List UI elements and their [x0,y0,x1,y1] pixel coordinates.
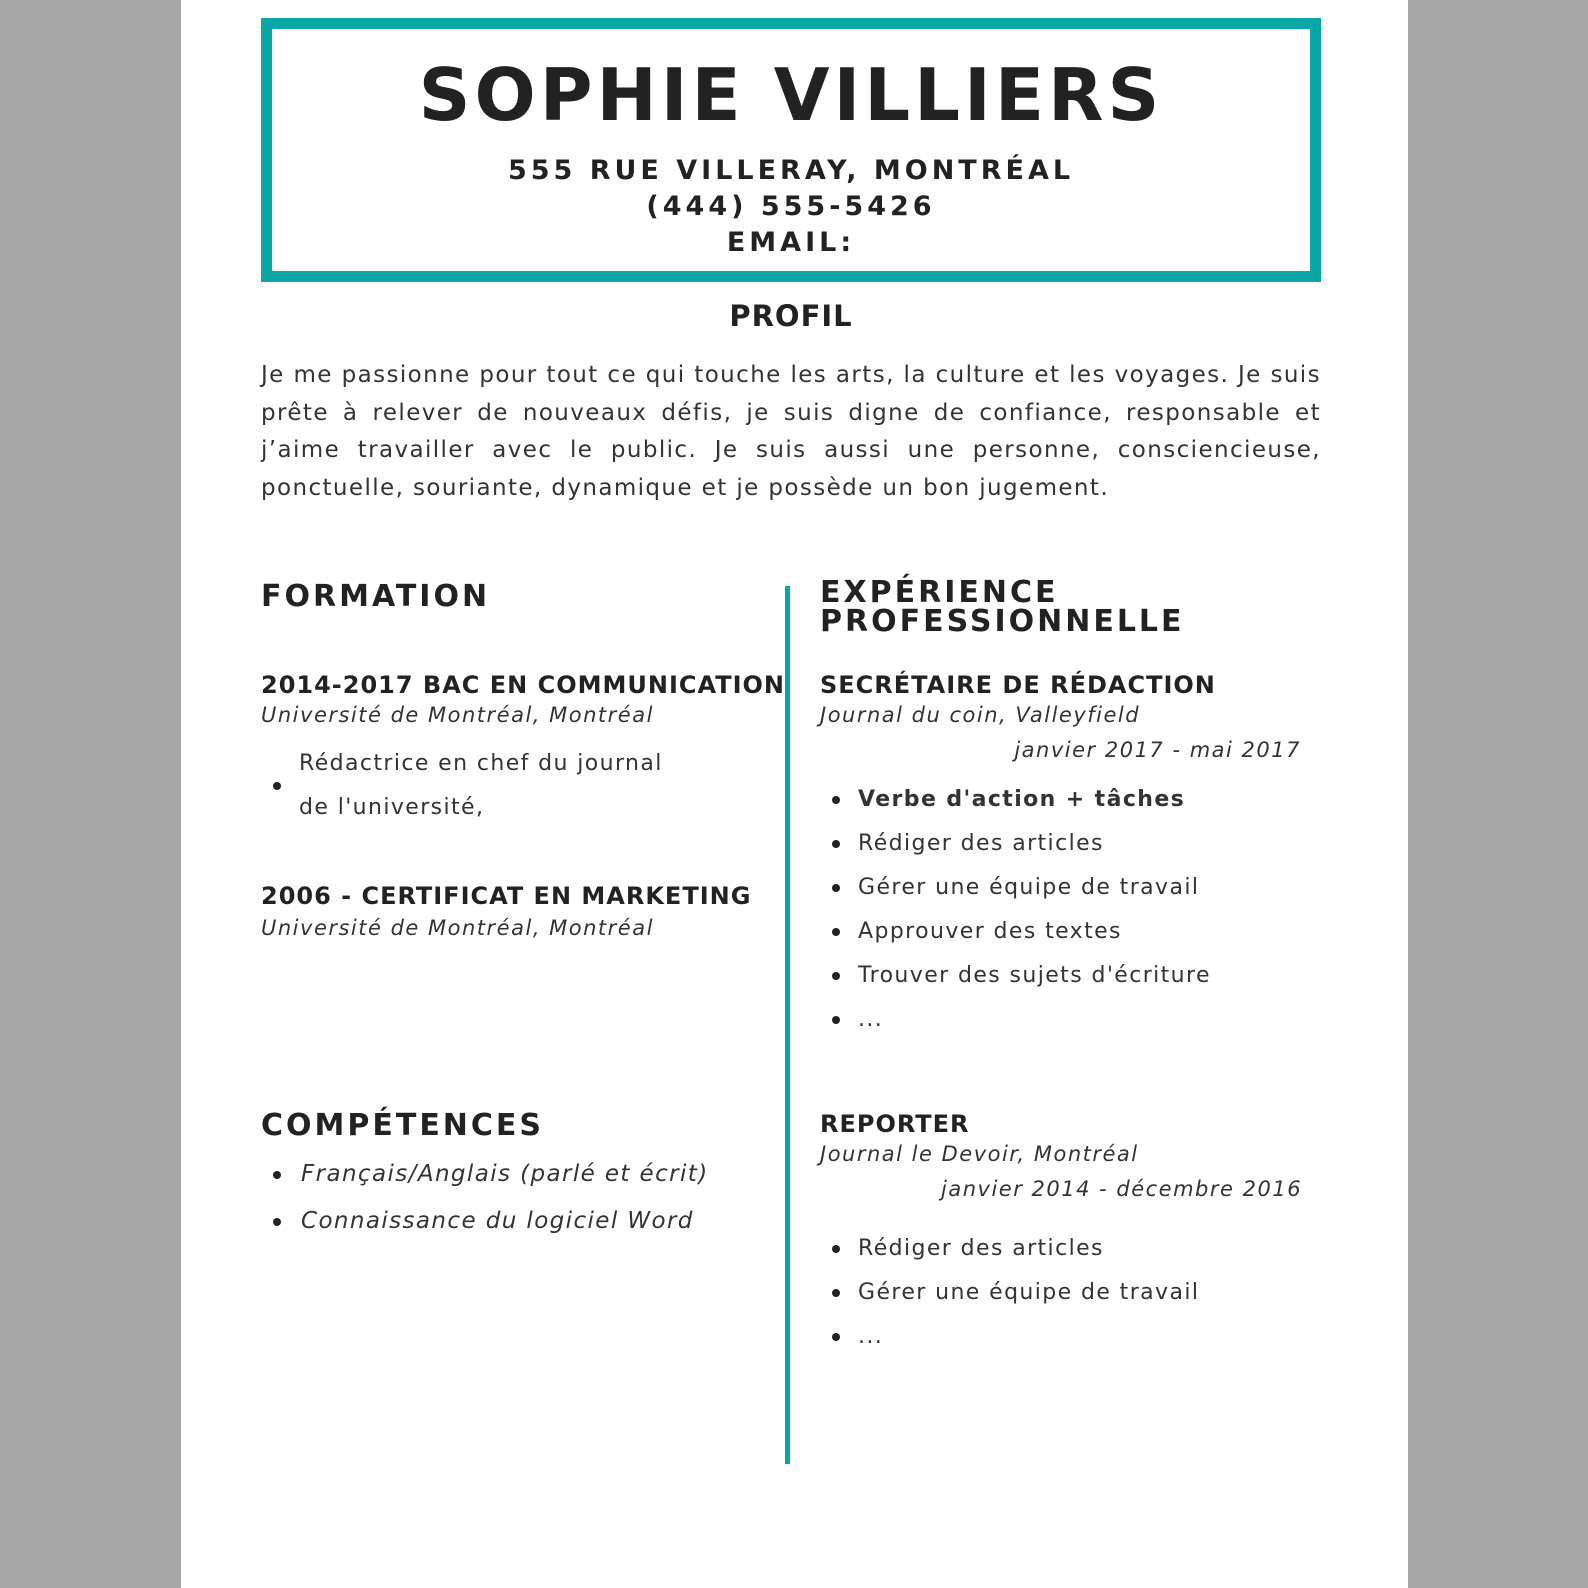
address: 555 RUE VILLERAY, MONTRÉAL [507,155,1075,186]
list-item: Rédiger des articles [820,1227,1300,1271]
phone: (444) 555-5426 [646,191,936,222]
competences-heading: COMPÉTENCES [261,1108,545,1143]
list-item: Gérer une équipe de travail [820,866,1300,910]
list-item: Verbe d'action + tâches [820,778,1300,822]
list-item: ... [820,998,1300,1042]
job-dates: janvier 2014 - décembre 2016 [941,1177,1303,1201]
list-item: Trouver des sujets d'écriture [820,954,1300,998]
job-company: Journal du coin, Valleyfield [820,703,1141,727]
candidate-name: SOPHIE VILLIERS [418,53,1164,137]
header-box [261,18,1321,282]
list-item: ... [820,1315,1300,1359]
formation-entry-school: Université de Montréal, Montréal [261,703,654,727]
job-title: REPORTER [820,1110,970,1138]
profil-heading: PROFIL [729,299,853,333]
profil-text: Je me passionne pour tout ce qui touche les arts, la culture et les voyages. Je suis prête à relever de nouveaux défis, je suis digne de confiance, responsable et j’aime travailler avec le public. Je suis aussi une personne, consciencieuse, ponctuelle, souriante, dynamique et je possède un bon jugement. [261,362,1321,501]
column-divider [785,586,790,1464]
competences-list [261,1151,741,1245]
job-title: SECRÉTAIRE DE RÉDACTION [820,671,1216,699]
formation-heading: FORMATION [261,579,491,614]
email-label: EMAIL: [726,227,856,258]
job-dates: janvier 2017 - mai 2017 [1014,738,1301,762]
job-company: Journal le Devoir, Montréal [820,1142,1139,1166]
formation-bullets [261,742,701,830]
experience-heading-line1: EXPÉRIENCE [820,575,1059,610]
experience-heading-line2: PROFESSIONNELLE [820,604,1185,639]
formation-entry-school: Université de Montréal, Montréal [261,916,654,940]
job-bullets [820,1227,1300,1359]
formation-entry-title: 2006 - CERTIFICAT EN MARKETING [261,882,752,910]
list-item: Gérer une équipe de travail [820,1271,1300,1315]
list-item: Approuver des textes [820,910,1300,954]
list-item: Français/Anglais (parlé et écrit) [261,1151,741,1198]
formation-entry-title: 2014-2017 BAC EN COMMUNICATION [261,671,785,699]
job-bullets [820,778,1300,1042]
list-item: Connaissance du logiciel Word [261,1198,741,1245]
list-item: Rédiger des articles [820,822,1300,866]
resume-page [181,0,1408,1588]
list-item: Rédactrice en chef du journal de l'université, [261,742,701,830]
